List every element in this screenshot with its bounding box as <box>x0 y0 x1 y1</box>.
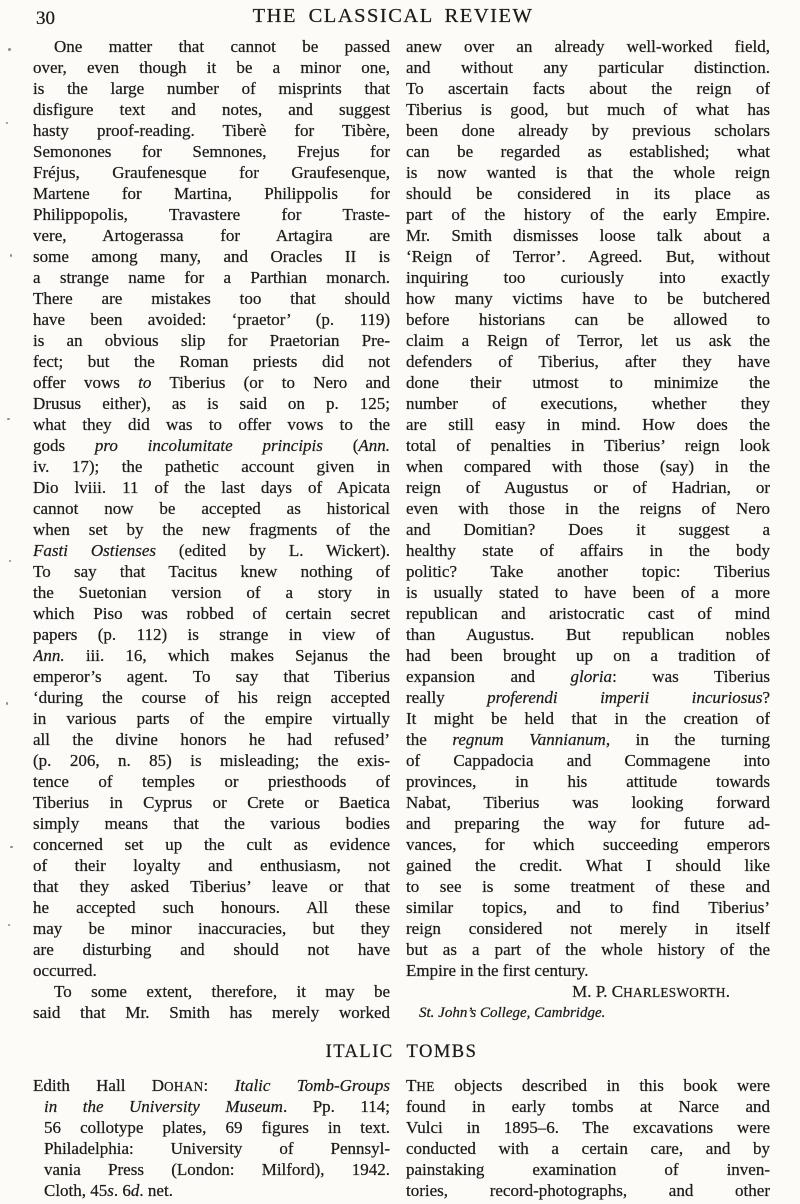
text-line: tories, record-photographs, and other <box>406 1181 770 1200</box>
text-line: claim a Reign of Terror, let us ask the <box>406 331 770 350</box>
text-line: can be regarded as established; what <box>406 142 770 161</box>
text-line: politic? Take another topic: Tiberius <box>406 562 770 581</box>
right-column <box>406 36 770 1024</box>
text-line: in various parts of the empire virtually <box>33 709 390 728</box>
text-line: is the large number of misprints that <box>33 79 390 98</box>
text-line: when set by the new fragments of the <box>33 520 390 539</box>
text-line: and Domitian? Does it suggest a <box>406 520 770 539</box>
text-line: done their utmost to minimize the <box>406 373 770 392</box>
text-line: some among many, and Oracles II is <box>33 247 390 266</box>
text-line: what they did was to offer vows to the <box>33 415 390 434</box>
text-line: disfigure text and notes, and suggest <box>33 100 390 119</box>
text-line: defenders of Tiberius, after they have <box>406 352 770 371</box>
text-line: gods pro incolumitate principis (Ann. <box>33 436 390 455</box>
text-line: the Suetonian version of a story in <box>33 583 390 602</box>
text-line: may be minor inaccuracies, but they <box>33 919 390 938</box>
text-line: Dio lviii. 11 of the last days of Apicata <box>33 478 390 497</box>
text-line: Tiberius is good, but much of what has <box>406 100 770 119</box>
text-line: offer vows to Tiberius (or to Nero and <box>33 373 390 392</box>
text-line: There are mistakes too that should <box>33 289 390 308</box>
text-line: Mr. Smith dismisses loose talk about a <box>406 226 770 245</box>
text-line: but as a part of the whole history of the <box>406 940 770 959</box>
text-line: To say that Tacitus knew nothing of <box>33 562 390 581</box>
text-line: iv. 17); the pathetic account given in <box>33 457 390 476</box>
text-line: Edith Hall DOHAN: Italic Tomb-Groups <box>33 1076 390 1095</box>
text-line: inquiring too curiously into exactly <box>406 268 770 287</box>
text-line: gained the credit. What I should like <box>406 856 770 875</box>
text-line: reign considered not merely in itself <box>406 919 770 938</box>
text-line: total of penalties in Tiberius’ reign look <box>406 436 770 455</box>
text-line: ‘Reign of Terror’. Agreed. But, without <box>406 247 770 266</box>
section-heading: ITALIC TOMBS <box>325 1042 478 1062</box>
reviewer-signature: M. P. CHARLESWORTH. <box>572 982 730 1001</box>
text-line: similar topics, and to find Tiberius’ <box>406 898 770 917</box>
text-line: said that Mr. Smith has merely worked <box>33 1003 390 1022</box>
text-line: THE objects described in this book were <box>406 1076 770 1095</box>
text-line: been done already by previous scholars <box>406 121 770 140</box>
text-line: he accepted such honours. All these <box>33 898 390 917</box>
scan-speck <box>9 560 11 562</box>
text-line: painstaking examination of inven- <box>406 1160 770 1179</box>
text-line: when compared with those (say) in the <box>406 457 770 476</box>
text-line: vere, Artogerassa for Artagira are <box>33 226 390 245</box>
text-line: how many victims have to be butchered <box>406 289 770 308</box>
right-column-text <box>406 36 770 981</box>
text-line: of their loyalty and enthusiasm, not <box>33 856 390 875</box>
scan-speck <box>10 254 12 257</box>
text-line: really proferendi imperii incuriosus? <box>406 688 770 707</box>
page-header <box>0 5 800 31</box>
text-line: even with those in the reigns of Nero <box>406 499 770 518</box>
text-line: had been brought up on a tradition of <box>406 646 770 665</box>
review-text-column <box>406 1075 770 1201</box>
text-line: expansion and gloria: was Tiberius <box>406 667 770 686</box>
page-number: 30 <box>36 8 55 29</box>
text-line: occurred. <box>33 961 97 980</box>
text-line: before historians can be allowed to <box>406 310 770 329</box>
text-line: simply means that the various bodies <box>33 814 390 833</box>
text-line: One matter that cannot be passed <box>54 37 390 56</box>
review-body <box>33 36 770 1024</box>
text-line: Empire in the first century. <box>406 961 589 980</box>
text-line: Fasti Ostienses (edited by L. Wickert). <box>33 541 390 560</box>
text-line: have been avoided: ‘praetor’ (p. 119) <box>33 310 390 329</box>
scan-speck <box>8 924 10 926</box>
text-line: Tiberius in Cyprus or Crete or Baetica <box>33 793 390 812</box>
text-line: is usually stated to have been of a more <box>406 583 770 602</box>
text-line: Philippopolis, Travastere for Traste- <box>33 205 390 224</box>
text-line: concerned set up the cult as evidence <box>33 835 390 854</box>
text-line: tence of temples or priesthoods of <box>33 772 390 791</box>
text-line: To some extent, therefore, it may be <box>54 982 390 1001</box>
scan-speck <box>6 122 8 124</box>
italic-tombs-section <box>33 1042 770 1201</box>
text-line: in the University Museum. Pp. 114; <box>44 1097 390 1116</box>
text-line: anew over an already well-worked field, <box>406 37 770 56</box>
text-line: is now wanted is that the whole reign <box>406 163 770 182</box>
reviewer-affiliation: St. John’s College, Cambridge. <box>419 1005 606 1021</box>
text-line: Fréjus, Graufenesque for Graufesenque, <box>33 163 390 182</box>
left-column <box>33 36 390 1024</box>
text-line: fect; but the Roman priests did not <box>33 352 390 371</box>
text-line: found in early tombs at Narce and <box>406 1097 770 1116</box>
text-line: number of executions, whether they <box>406 394 770 413</box>
text-line: ‘during the course of his reign accepted <box>33 688 390 707</box>
text-line: healthy state of affairs in the body <box>406 541 770 560</box>
text-line: a strange name for a Parthian monarch. <box>33 268 390 287</box>
text-line: of Cappadocia and Commagene into <box>406 751 770 770</box>
text-line: is an obvious slip for Praetorian Pre- <box>33 331 390 350</box>
bibliography-column <box>33 1075 390 1201</box>
text-line: over, even though it be a minor one, <box>33 58 390 77</box>
text-line: and preparing the way for future ad- <box>406 814 770 833</box>
scan-speck <box>6 702 8 705</box>
italic-tombs-body <box>33 1075 770 1201</box>
text-line: vances, for which succeeding emperors <box>406 835 770 854</box>
scan-speck <box>8 48 11 51</box>
text-line: cannot now be accepted as historical <box>33 499 390 518</box>
text-line: are disturbing and should not have <box>33 940 390 959</box>
text-line: Cloth, 45s. 6d. net. <box>44 1181 173 1200</box>
text-line: all the divine honors he had refused’ <box>33 730 390 749</box>
text-line: hasty proof-reading. Tiberè for Tibère, <box>33 121 390 140</box>
text-line: Semonones for Semnones, Frejus for <box>33 142 390 161</box>
text-line: provinces, in his attitude towards <box>406 772 770 791</box>
text-line: Drusus either), as is said on p. 125; <box>33 394 390 413</box>
scan-speck <box>10 846 13 848</box>
text-line: which Piso was robbed of certain secret <box>33 604 390 623</box>
text-line: and without any particular distinction. <box>406 58 770 77</box>
text-line: vania Press (London: Milford), 1942. <box>44 1160 390 1179</box>
text-line: (p. 206, n. 85) is misleading; the exis- <box>33 751 390 770</box>
text-line: Philadelphia: University of Pennsyl- <box>44 1139 390 1158</box>
text-line: emperor’s agent. To say that Tiberius <box>33 667 390 686</box>
text-line: papers (p. 112) is strange in view of <box>33 625 390 644</box>
text-line: It might be held that in the creation of <box>406 709 770 728</box>
text-line: Ann. iii. 16, which makes Sejanus the <box>33 646 390 665</box>
text-line: Martene for Martina, Philippolis for <box>33 184 390 203</box>
journal-title: THE CLASSICAL REVIEW <box>252 5 534 27</box>
text-line: the regnum Vannianum, in the turning <box>406 730 770 749</box>
text-line: are still easy in mind. How does the <box>406 415 770 434</box>
text-line: that they asked Tiberius’ leave or that <box>33 877 390 896</box>
text-line: conducted with a certain care, and by <box>406 1139 770 1158</box>
text-line: to see is some treatment of these and <box>406 877 770 896</box>
text-line: republican and aristocratic cast of mind <box>406 604 770 623</box>
scan-speck <box>7 418 10 420</box>
text-line: should be considered in its place as <box>406 184 770 203</box>
text-line: Vulci in 1895–6. The excavations were <box>406 1118 770 1137</box>
text-line: than Augustus. But republican nobles <box>406 625 770 644</box>
text-line: Nabat, Tiberius was looking forward <box>406 793 770 812</box>
text-line: reign of Augustus or of Hadrian, or <box>406 478 770 497</box>
text-line: part of the history of the early Empire. <box>406 205 770 224</box>
text-line: To ascertain facts about the reign of <box>406 79 770 98</box>
text-line: 56 collotype plates, 69 figures in text. <box>44 1118 390 1137</box>
